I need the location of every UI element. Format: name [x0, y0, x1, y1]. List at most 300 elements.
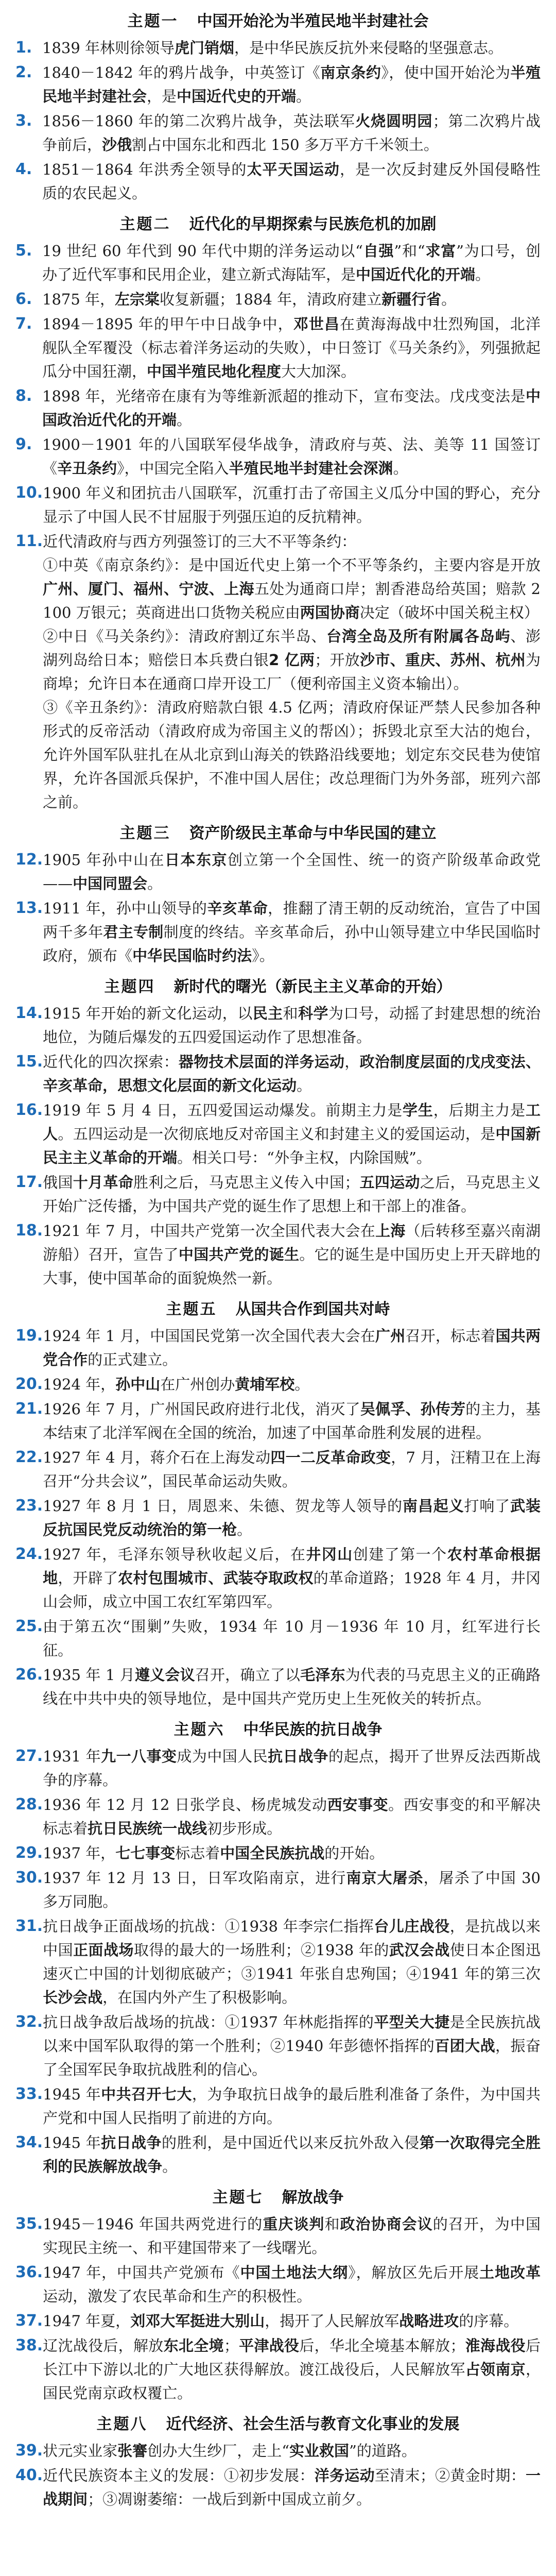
bold-keyword: 百团大战: [435, 2037, 496, 2055]
item-number: 37.: [15, 2312, 43, 2330]
item-text: [42, 239, 541, 286]
bold-keyword: 广州: [375, 1327, 406, 1345]
text-run: 近代化的四次探索：: [43, 1053, 179, 1071]
bold-keyword: 国共两党合作: [43, 1327, 541, 1368]
bold-keyword: 平津战役: [238, 2337, 300, 2354]
list-item: [15, 1171, 541, 1218]
bold-keyword: 南京条约: [320, 64, 381, 81]
bold-keyword: 台湾全岛及所有附属各岛屿: [326, 628, 511, 645]
item-text: [43, 1663, 541, 1710]
bold-keyword: 占领南京: [465, 2361, 526, 2378]
text-run: 。: [475, 266, 491, 283]
bold-keyword: 上海: [375, 1222, 406, 1240]
item-text: [43, 1372, 541, 1396]
item-text: [43, 1841, 541, 1865]
bold-keyword: 求富: [425, 242, 457, 260]
section-number: 主题五: [166, 1300, 217, 1318]
item-number: 39.: [15, 2442, 43, 2460]
item-text: [42, 36, 541, 60]
bold-keyword: 毛泽东: [300, 1666, 345, 1684]
bold-keyword: 五四运动: [359, 1174, 420, 1191]
text-run: 决定（破坏中国关税主权）: [359, 604, 539, 621]
text-run: 的主力，基本结束了北洋军阀在全国的统治，加速了中国革命胜利发展的进程。: [43, 1400, 541, 1442]
list-item: [15, 2082, 541, 2130]
bold-keyword: 新疆行省: [381, 291, 442, 308]
text-run: 1898 年，光绪帝在康有为等维新派超的推动下，宣布变法。戊戌变法是: [42, 387, 526, 405]
item-text: [43, 1171, 541, 1218]
text-run: 为口号，动摇了封建思想的统治地位，为随后爆发的五四爱国运动作了思想准备。: [43, 1005, 541, 1046]
item-number: 13.: [15, 899, 43, 917]
list-item: [15, 36, 541, 60]
section-number: 主题四: [104, 977, 155, 996]
text-run: 。它的诞生是中国历史上开天辟地的大事，使中国革命的面貌焕然一新。: [43, 1246, 541, 1287]
text-run: 制度的终结。辛亥革命后，孙中山领导建立中华民国临时政府，颁布《: [43, 923, 541, 964]
text-run: 1931 年: [43, 1748, 101, 1765]
section-number: 主题二: [119, 215, 171, 233]
bold-keyword: 农村革命根据地: [43, 1546, 541, 1587]
section-number: 主题六: [173, 1720, 225, 1739]
list-item: [15, 1446, 541, 1493]
text-run: 的正式建立。: [88, 1351, 178, 1368]
section-number: 主题八: [96, 2415, 148, 2433]
item-text: [43, 481, 541, 529]
text-run: 1936 年 12 月 12 日张学良、杨虎城发动: [43, 1796, 327, 1814]
text-run: ，为争取抗日战争的最后胜利准备了条件，为中国共产党和中国人民指明了前进的方向。: [43, 2086, 541, 2127]
document-page: [15, 0, 541, 2576]
item-number: 25.: [15, 1617, 43, 1635]
list-item: [15, 2464, 541, 2511]
bold-keyword: 遵义会议: [135, 1666, 195, 1684]
bold-keyword: 沙市、重庆、苏州、杭州: [360, 651, 526, 669]
bold-keyword: 沙俄: [102, 136, 132, 154]
bold-keyword: 广州、厦门、福州、宁波、上海: [43, 580, 254, 598]
text-run: 召开，标志着: [405, 1327, 496, 1345]
text-run: 1919 年 5 月 4 日，五四爱国运动爆发。前期主力是: [43, 1101, 403, 1119]
item-text: [43, 2010, 541, 2081]
bold-keyword: 君主专制: [103, 923, 164, 941]
text-run: ，是抗战以来中国: [43, 1918, 541, 1959]
text-run: 打响了: [464, 1497, 511, 1515]
text-run: 标志着: [175, 1844, 220, 1862]
text-run: 的起点，揭开了世界反法西斯战争的序幕。: [43, 1748, 541, 1789]
bold-keyword: 平型关大捷: [374, 2013, 450, 2031]
item-number: 33.: [15, 2085, 43, 2103]
text-run: 1945 年: [43, 2086, 101, 2103]
bold-keyword: 张謇: [117, 2442, 148, 2460]
item-number: 1.: [15, 39, 32, 57]
text-run: 。西安事变的和平解决标志着: [43, 1796, 541, 1837]
list-item: [15, 1543, 541, 1614]
text-run: ，后期主力是: [433, 1101, 526, 1119]
bold-keyword: 武汉会战: [389, 1941, 450, 1959]
text-run: 。: [441, 291, 457, 308]
text-run: 》，使中国开始沦为: [381, 64, 511, 81]
text-run: 收复新疆；1884 年，清政府建立: [160, 291, 382, 308]
bold-keyword: 器物技术层面的洋务运动: [178, 1053, 345, 1071]
bold-keyword: 九一八事变: [101, 1748, 177, 1765]
list-item: [15, 848, 541, 895]
list-item: [15, 2212, 541, 2260]
item-number: 22.: [15, 1448, 43, 1466]
list-item: [15, 1050, 541, 1097]
text-run: 1937 年 12 月 13 日，日军攻陷南京，进行: [43, 1869, 346, 1887]
bold-keyword: 武装反抗国民党反动统治的第一枪: [43, 1497, 541, 1538]
section-heading: [15, 817, 541, 846]
list-item: [15, 287, 541, 311]
text-run: 。: [297, 1077, 312, 1094]
list-item: [15, 896, 541, 968]
text-run: ；第二次鸦片战争前后，: [42, 112, 541, 154]
text-run: 抗日战争敌后战场的抗战：①1937 年林彪指挥的: [43, 2013, 374, 2031]
list-item: [15, 1615, 541, 1662]
list-item: [15, 2010, 541, 2081]
text-run: ，在国内外产生了积极影响。: [102, 1989, 297, 2006]
text-run: 》。: [252, 947, 274, 964]
item-text: [43, 1446, 541, 1493]
section-title: 资产阶级民主革命与中华民国的建立: [189, 824, 437, 842]
item-number: 20.: [15, 1375, 43, 1393]
item-number: 32.: [15, 2013, 43, 2031]
text-run: 和: [324, 2215, 340, 2233]
item-number: 9.: [15, 435, 32, 453]
text-run: 1915 年开始的新文化运动，以: [43, 1005, 253, 1022]
text-run: ②中日《马关条约》：清政府割辽东半岛、: [43, 628, 327, 645]
bold-keyword: 中华民国临时约法: [132, 947, 252, 964]
bold-keyword: 两国协商: [300, 604, 360, 621]
text-run: ；开放: [315, 651, 360, 669]
item-text: [43, 1744, 541, 1792]
bold-keyword: 中共召开七大: [101, 2086, 192, 2103]
text-run: 1921 年 7 月，中国共产党第一次全国代表大会在: [43, 1222, 376, 1240]
bold-keyword: 日本东京: [165, 851, 228, 869]
text-run: 的开始。: [324, 1844, 385, 1862]
section-heading: [15, 208, 541, 237]
text-run: 、澎湖列岛给日本；赔偿日本兵费白银: [43, 628, 541, 669]
text-run: 的胜利，是中国近代以来反抗外敌入侵: [161, 2134, 420, 2151]
item-text: [43, 2464, 541, 2511]
bold-keyword: 东北全境: [163, 2337, 224, 2354]
text-run: 。: [296, 88, 311, 105]
text-run: 1911 年，孙中山领导的: [43, 900, 207, 917]
bold-keyword: 刘邓大军挺进大别山: [130, 2312, 265, 2330]
text-run: ，国民党南京政权覆亡。: [43, 2361, 541, 2402]
section-title: 解放战争: [282, 2188, 344, 2207]
bold-keyword: 西安事变: [327, 1796, 389, 1814]
item-number: 6.: [15, 290, 32, 308]
text-run: 1927 年 8 月 1 日，周恩来、朱德、贺龙等人领导的: [43, 1497, 403, 1515]
list-item: [15, 530, 541, 814]
bold-keyword: 左宗棠: [115, 291, 160, 308]
item-text: [43, 1397, 541, 1445]
text-run: 五处为通商口岸；割香港岛给英国；赔款 2 100 万银元；英商进出口货物关税应由: [43, 580, 541, 621]
item-text: [43, 1050, 541, 1097]
bold-keyword: 中国新民主主义革命的开端: [43, 1125, 541, 1166]
text-run: ③《辛丑条约》：清政府赔款白银 4.5 亿两；清政府保证严禁人民参加各种形式的反帝活动（清政府成为帝国主义的帮凶）；拆毁北京至大沽的炮台，允许外国军队驻扎在从北京到山海关的铁路沿线要地；划定东交民巷为使馆界，允许各国派兵保护，不准中国人居住；改总理衙门为外务部，班列六部之前。: [43, 699, 541, 811]
bold-keyword: 半殖民地半封建社会: [42, 64, 541, 105]
bold-keyword: 中国共产党的诞生: [178, 1246, 300, 1263]
text-run: 使日本企图迅速灭亡中国的计划彻底破产；③1941 年张自忠殉国；④1941 年的第三次: [43, 1941, 541, 1982]
bold-keyword: 工人: [43, 1101, 541, 1143]
bold-keyword: 学生: [403, 1101, 433, 1119]
text-run: 19 世纪 60 年代到 90 年代中期的洋务运动以“: [42, 242, 363, 260]
bold-keyword: 邓世昌: [293, 315, 340, 333]
item-text: [43, 1793, 541, 1840]
bold-keyword: 辛丑条约: [57, 460, 117, 477]
list-item: [15, 2309, 541, 2333]
section-title: 近代经济、社会生活与教育文化事业的发展: [166, 2415, 460, 2433]
text-run: 1875 年，: [42, 291, 115, 308]
bold-keyword: 中国同盟会: [73, 875, 148, 892]
item-number: 10.: [15, 484, 43, 502]
section-heading: [15, 5, 541, 34]
text-run: 后，华北全境基本解放；: [299, 2337, 465, 2354]
text-run: 。: [162, 2158, 178, 2175]
bold-keyword: 重庆谈判: [263, 2215, 325, 2233]
bold-keyword: 虎门销烟: [175, 39, 235, 57]
item-text: [43, 1098, 541, 1170]
item-number: 14.: [15, 1004, 43, 1022]
item-text: [42, 433, 541, 480]
text-run: 1924 年 1 月，中国国民党第一次全国代表大会在: [43, 1327, 376, 1345]
text-run: 召开，确立了以: [195, 1666, 301, 1684]
text-run: 胜利之后，马克思主义传入中国；: [133, 1174, 360, 1191]
text-run: ，: [344, 1053, 360, 1071]
text-run: 。五四运动是一次彻底地反对帝国主义和封建主义的爱国运动，是: [58, 1125, 496, 1143]
section-number: 主题一: [127, 12, 179, 30]
section-title: 从国共合作到国共对峙: [235, 1300, 390, 1318]
bold-keyword: 抗日战争: [101, 2134, 162, 2151]
bold-keyword: 抗日民族统一战线: [88, 1820, 207, 1837]
item-number: 15.: [15, 1053, 43, 1071]
item-number: 8.: [15, 387, 32, 405]
list-item: [15, 1219, 541, 1290]
item-number: 16.: [15, 1101, 43, 1119]
text-run: 1894－1895 年的甲午中日战争中，: [42, 315, 293, 333]
bold-keyword: 七七事变: [115, 1844, 176, 1862]
item-number: 5.: [15, 242, 32, 260]
text-run: ，是一次反封建反外国侵略性质的农民起义。: [42, 161, 541, 202]
item-number: 35.: [15, 2215, 43, 2233]
section-title: 中华民族的抗日战争: [243, 1720, 383, 1739]
bold-keyword: 实业救国: [289, 2442, 350, 2460]
text-run: 在广州创办: [160, 1376, 235, 1393]
text-run: 的序幕。: [459, 2312, 519, 2330]
item-number: 23.: [15, 1497, 43, 1515]
item-text: [43, 1543, 541, 1614]
text-run: 后长江中下游以北的广大地区获得解放。渡江战役后，人民解放军: [43, 2337, 541, 2378]
item-text: [43, 1494, 541, 1541]
item-number: 30.: [15, 1869, 43, 1887]
list-item: [15, 481, 541, 529]
item-text: [43, 530, 541, 814]
item-text: [43, 2082, 541, 2130]
item-number: 36.: [15, 2263, 43, 2281]
text-run: 至清末；②黄金时期：: [374, 2467, 526, 2484]
bold-keyword: 土地改革: [479, 2264, 541, 2281]
list-item: [15, 384, 541, 432]
text-run: 1905 年孙中山在: [43, 851, 165, 869]
text-run: 1856－1860 年的第二次鸦片战争，英法联军: [42, 112, 356, 130]
text-run: ，屠杀了中国 30 多万同胞。: [43, 1869, 541, 1910]
text-run: 1947 年，中国共产党颁布《: [43, 2264, 240, 2281]
section-title: 中国开始沦为半殖民地半封建社会: [197, 12, 429, 30]
item-number: 38.: [15, 2336, 43, 2354]
bold-keyword: 中国政治近代化的开端: [42, 387, 541, 429]
item-number: 24.: [15, 1545, 43, 1563]
list-item: [15, 1914, 541, 2009]
text-run: 抗日战争正面战场的抗战：①1938 年李宗仁指挥: [43, 1918, 374, 1935]
text-run: ；: [223, 2337, 239, 2354]
text-run: 和: [283, 1005, 299, 1022]
text-run: ”的道路。: [349, 2442, 416, 2460]
text-run: 1927 年，毛泽东领导秋收起义后，在: [43, 1546, 306, 1563]
item-text: [43, 848, 541, 895]
text-run: 的召开，为中国实现民主统一、和平建国带来了一线曙光。: [43, 2215, 541, 2257]
item-number: 19.: [15, 1327, 43, 1345]
bold-keyword: 一战期间: [43, 2467, 541, 2508]
text-run: 。: [177, 411, 192, 429]
item-text: [42, 61, 541, 108]
text-run: ，振奋了全国军民争取抗战胜利的信心。: [43, 2037, 541, 2078]
item-text: [43, 2131, 541, 2178]
text-run: 。: [393, 460, 408, 477]
text-run: 为代表的马克思主义的正确路线在中共中央的领导地位，是中国共产党历史上生死攸关的转折点。: [43, 1666, 541, 1707]
item-number: 28.: [15, 1795, 43, 1814]
text-run: 是全民族抗战以来中国军队取得的第一个胜利；②1940 年彭德怀指挥的: [43, 2013, 541, 2055]
bold-keyword: 井冈山: [306, 1546, 353, 1563]
text-run: （后转移至嘉兴南湖游船）召开，宣告了: [43, 1222, 541, 1263]
list-item: [15, 1098, 541, 1170]
item-number: 12.: [15, 851, 43, 869]
list-item: [15, 2334, 541, 2405]
text-run: 1839 年林则徐领导: [42, 39, 175, 57]
item-text: [43, 1615, 541, 1662]
bold-keyword: 半殖民地半封建社会深渊: [229, 460, 393, 477]
list-item: [15, 61, 541, 108]
bold-keyword: 长沙会战: [43, 1989, 103, 2006]
item-number: 4.: [15, 160, 32, 178]
bold-keyword: 战略进攻: [399, 2312, 459, 2330]
item-text: [42, 312, 541, 383]
text-run: 初步形成。: [207, 1820, 282, 1837]
bold-keyword: 南京大屠杀: [346, 1869, 424, 1887]
list-item: [15, 109, 541, 157]
text-run: ，7 月，汪精卫在上海召开“分共会议”，国民革命运动失败。: [43, 1449, 541, 1490]
item-text: [43, 2212, 541, 2260]
section-title: 近代化的早期探索与民族危机的加剧: [189, 215, 437, 233]
item-text: [42, 109, 541, 157]
text-run: 为商埠；允许日本在通商口岸开设工厂（便利帝国主义资本输出）。: [43, 651, 541, 692]
bold-keyword: 2 亿两: [269, 651, 315, 669]
list-item: [15, 1866, 541, 1913]
bold-keyword: 火烧圆明园: [355, 112, 433, 130]
text-run: 近代清政府与西方列强签订的三大不平等条约：: [43, 533, 357, 550]
text-run: 割占中国东北和西北 150 多万平方千米领土。: [132, 136, 439, 154]
item-text: [43, 2334, 541, 2405]
list-item: [15, 1744, 541, 1792]
list-item: [15, 1397, 541, 1445]
bold-keyword: 中国土地法大纲: [240, 2264, 349, 2281]
list-item: [15, 312, 541, 383]
bold-keyword: 洋务运动: [314, 2467, 375, 2484]
bold-keyword: 吴佩孚、孙传芳: [360, 1400, 466, 1418]
bold-keyword: 政治制度层面的戊戌变法、辛亥革命，思想文化层面的新文化运动: [43, 1053, 541, 1094]
text-run: 运动，激发了农民革命和生产的积极性。: [43, 2287, 312, 2305]
item-text: [42, 158, 541, 205]
text-run: 》，解放区先后开展: [348, 2264, 480, 2281]
text-run: 》，中国完全陷入: [117, 460, 229, 477]
bold-keyword: 政治协商会议: [340, 2215, 433, 2233]
section-heading: [15, 2408, 541, 2437]
text-run: 1840－1842 年的鸦片战争，中英签订《: [42, 64, 321, 81]
item-text: [43, 896, 541, 968]
text-run: 1947 年夏，: [43, 2312, 131, 2330]
item-text: [43, 1324, 541, 1371]
section-heading: [15, 1293, 541, 1322]
item-number: 3.: [15, 112, 32, 130]
list-item: [15, 239, 541, 286]
bold-keyword: 中国半殖民地化程度: [147, 363, 282, 380]
text-run: ”为口号，创办了近代军事和民用企业，建立新式海陆军，是: [42, 242, 541, 283]
list-item: [15, 2261, 541, 2308]
list-item: [15, 158, 541, 205]
bold-keyword: 南昌起义: [403, 1497, 464, 1515]
list-item: [15, 1494, 541, 1541]
list-item: [15, 2131, 541, 2178]
item-number: 2.: [15, 63, 32, 81]
bold-keyword: 民主: [252, 1005, 283, 1022]
bold-keyword: 中国近代史的开端: [177, 88, 297, 105]
text-run: 。相关口号：“外争主权，内除国贼”。: [177, 1149, 431, 1166]
list-item: [15, 1841, 541, 1865]
item-number: 40.: [15, 2466, 43, 2484]
text-run: ”和“: [394, 242, 425, 260]
text-run: 1900 年义和团抗击八国联军，沉重打击了帝国主义瓜分中国的野心，充分显示了中国人民不甘屈服于列强压迫的反抗精神。: [43, 484, 541, 526]
text-run: 近代民族资本主义的发展：①初步发展：: [43, 2467, 315, 2484]
text-run: 的革命道路；1928 年 4 月，井冈山会师，成立中国工农红军第四军。: [43, 1569, 541, 1611]
text-run: 创办大生纱厂，走上“: [147, 2442, 290, 2460]
item-text: [43, 1914, 541, 2009]
item-number: 17.: [15, 1173, 43, 1191]
bold-keyword: 孙中山: [115, 1376, 161, 1393]
bold-keyword: 中国全民族抗战: [220, 1844, 325, 1862]
text-run: 。: [237, 1521, 252, 1538]
text-run: 1945－1946 年国共两党进行的: [43, 2215, 263, 2233]
text-run: 1927 年 4 月，蒋介石在上海发动: [43, 1449, 271, 1466]
item-text: [42, 287, 541, 311]
text-run: 辽沈战役后，解放: [43, 2337, 164, 2354]
text-run: 1935 年 1 月: [43, 1666, 135, 1684]
bold-keyword: 抗日战争: [268, 1748, 329, 1765]
list-item: [15, 1663, 541, 1710]
text-run: 1926 年 7 月，广州国民政府进行北伐，消灭了: [43, 1400, 360, 1418]
section-title: 新时代的曙光（新民主主义革命的开始）: [173, 977, 452, 996]
section-heading: [15, 1713, 541, 1742]
text-run: 取得的最大的一场胜利；②1938 年的: [133, 1941, 389, 1959]
bold-keyword: 农村包围城市、武装夺取政权: [118, 1569, 314, 1587]
text-run: 创建了第一个: [353, 1546, 447, 1563]
text-run: 创立第一个全国性、统一的资产阶级革命政党——: [43, 851, 541, 892]
bold-keyword: 科学: [298, 1005, 328, 1022]
bold-keyword: 太平天国运动: [247, 161, 340, 178]
text-run: 俄国: [43, 1174, 73, 1191]
item-number: 11.: [15, 532, 43, 550]
item-text: [43, 1219, 541, 1290]
text-run: 1851－1864 年洪秀全领导的: [42, 161, 247, 178]
text-run: 在黄海海战中壮烈殉国，北洋舰队全军覆没（标志着洋务运动的失败），中日签订《马关条约》，列强掀起瓜分中国狂潮，: [42, 315, 541, 380]
section-heading: [15, 2181, 541, 2210]
text-run: ，揭开了人民解放军: [265, 2312, 399, 2330]
